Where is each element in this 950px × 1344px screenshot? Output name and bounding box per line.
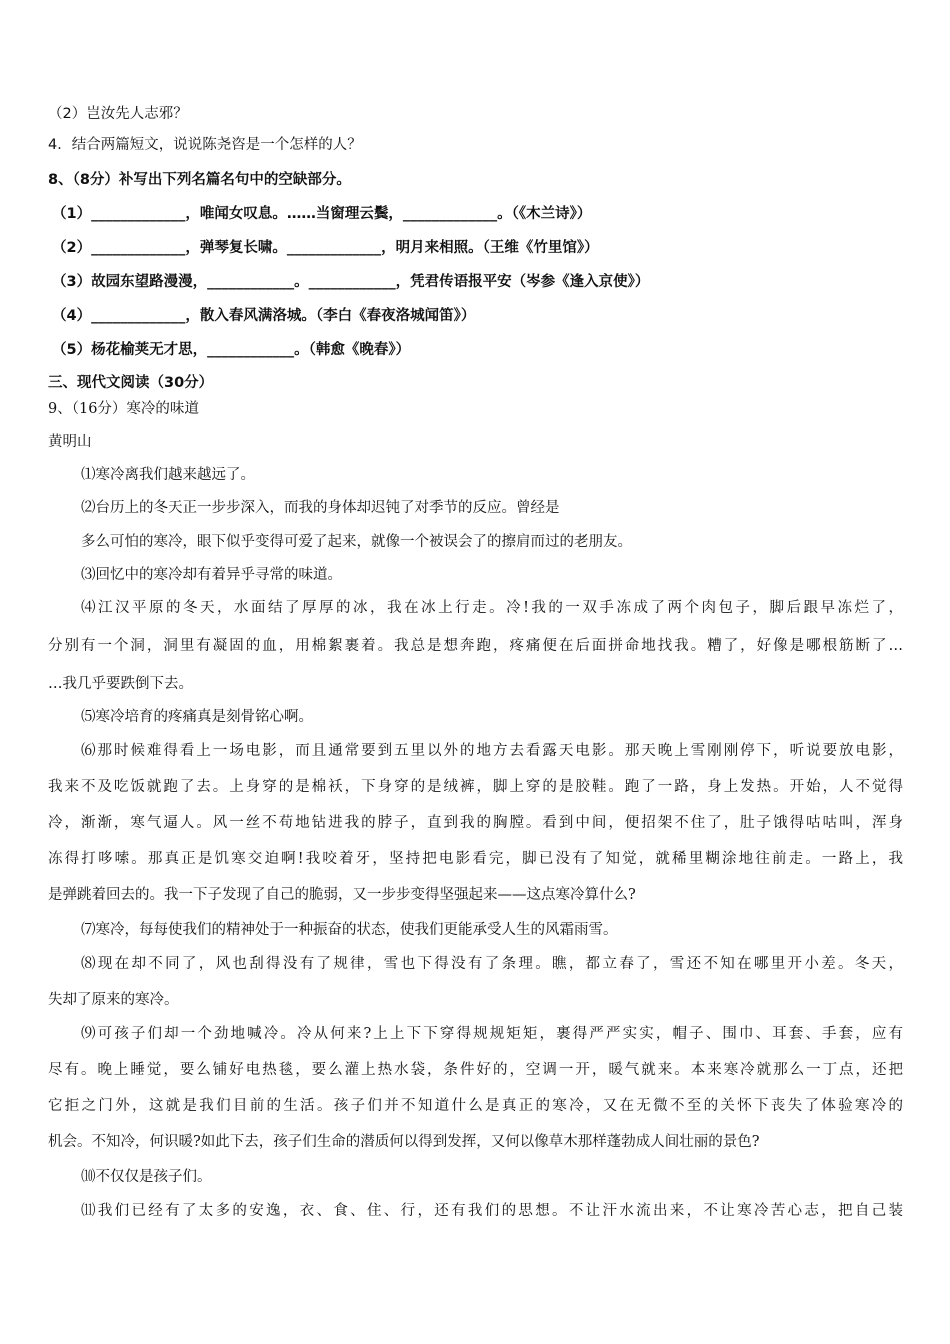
paragraph-5: ⑸寒冷培育的疼痛真是刻骨铭心啊。	[81, 709, 313, 725]
paragraph-4-line-3: …我几乎要跌倒下去。	[48, 676, 193, 692]
q8-item-1: （1）_____________，唯闻女叹息。……当窗理云鬓，_____________。（《木兰诗》）	[52, 206, 592, 222]
paragraph-11-line-1: ⑾我们已经有了太多的安逸，衣、食、住、行，还有我们的思想。不让汗水流出来，不让寒冷苦心志，把自己装	[81, 1203, 903, 1219]
q9-title: 9、（16分）寒冷的味道	[48, 401, 199, 417]
paragraph-6-line-4: 冻得打哆嗦。那真正是饥寒交迫啊!我咬着牙，坚持把电影看完，脚已没有了知觉，就稀里糊涂地往前走。一路上，我	[48, 851, 903, 867]
paragraph-4-line-1: ⑷江汉平原的冬天，水面结了厚厚的冰，我在冰上行走。冷!我的一双手冻成了两个肉包子，脚后跟早冻烂了，	[81, 600, 903, 616]
prev-q2: （2）岂汝先人志邪？	[48, 106, 188, 122]
paragraph-1: ⑴寒冷离我们越来越远了。	[81, 467, 255, 483]
paragraph-6-line-3: 冷，渐渐，寒气逼人。风一丝不苟地钻进我的脖子，直到我的胸膛。看到中间，便招架不住了，肚子饿得咕咕叫，浑身	[48, 815, 903, 831]
paragraph-6-line-5: 是弹跳着回去的。我一下子发现了自己的脆弱，又一步步变得坚强起来——这点寒冷算什么?	[48, 887, 636, 903]
paragraph-9-line-2: 尽有。晚上睡觉，要么铺好电热毯，要么灌上热水袋，条件好的，空调一开，暖气就来。本来寒冷就那么一丁点，还把	[48, 1062, 903, 1078]
q8-header: 8、（8分）补写出下列名篇名句中的空缺部分。	[48, 172, 351, 188]
paragraph-7: ⑺寒冷，每每使我们的精神处于一种振奋的状态，使我们更能承受人生的风霜雨雪。	[81, 922, 618, 938]
q8-item-5: （5）杨花榆荚无才思，____________。（韩愈《晚春》）	[52, 342, 411, 358]
paragraph-8-line-1: ⑻现在却不同了，风也刮得没有了规律，雪也下得没有了条理。瞧，都立春了，雪还不知在哪里开小差。冬天，	[81, 956, 903, 972]
section-heading: 三、现代文阅读（30分）	[48, 375, 214, 391]
paragraph-2-line-1: ⑵台历上的冬天正一步步深入，而我的身体却迟钝了对季节的反应。曾经是	[81, 500, 560, 516]
q8-item-4: （4）_____________，散入春风满洛城。（李白《春夜洛城闻笛》）	[52, 308, 476, 324]
paragraph-9-line-4: 机会。不知冷，何识暖?如此下去，孩子们生命的潜质何以得到发挥，又何以像草木那样蓬勃成人间壮丽的景色?	[48, 1134, 760, 1150]
paragraph-9-line-3: 它拒之门外，这就是我们目前的生活。孩子们并不知道什么是真正的寒冷，又在无微不至的关怀下丧失了体验寒冷的	[48, 1098, 903, 1114]
paragraph-8-line-2: 失却了原来的寒冷。	[48, 992, 179, 1008]
article-author: 黄明山	[48, 434, 92, 450]
paragraph-9-line-1: ⑼可孩子们却一个劲地喊冷。冷从何来?上上下下穿得规规矩矩，裹得严严实实，帽子、围巾、耳套、手套，应有	[81, 1026, 903, 1042]
paragraph-6-line-2: 我来不及吃饭就跑了去。上身穿的是棉袄，下身穿的是绒裤，脚上穿的是胶鞋。跑了一路，身上发热。开始，人不觉得	[48, 779, 903, 795]
paragraph-10: ⑽不仅仅是孩子们。	[81, 1169, 212, 1185]
paragraph-2-line-2: 多么可怕的寒冷，眼下似乎变得可爱了起来，就像一个被误会了的擦肩而过的老朋友。	[81, 534, 632, 550]
q8-item-3: （3）故园东望路漫漫，____________。____________，凭君传语报平安（岑参《逢入京使》）	[52, 274, 650, 290]
q8-item-2: （2）_____________，弹琴复长啸。_____________，明月来相照。（王维《竹里馆》）	[52, 240, 599, 256]
paragraph-6-line-1: ⑹那时候难得看上一场电影，而且通常要到五里以外的地方去看露天电影。那天晚上雪刚刚停下，听说要放电影，	[81, 743, 903, 759]
prev-q4: 4．结合两篇短文，说说陈尧咨是一个怎样的人？	[48, 137, 362, 153]
paragraph-4-line-2: 分别有一个洞，洞里有凝固的血，用棉絮裹着。我总是想奔跑，疼痛便在后面拼命地找我。糟了，好像是哪根筋断了…	[48, 638, 903, 654]
paragraph-3: ⑶回忆中的寒冷却有着异乎寻常的味道。	[81, 567, 342, 583]
